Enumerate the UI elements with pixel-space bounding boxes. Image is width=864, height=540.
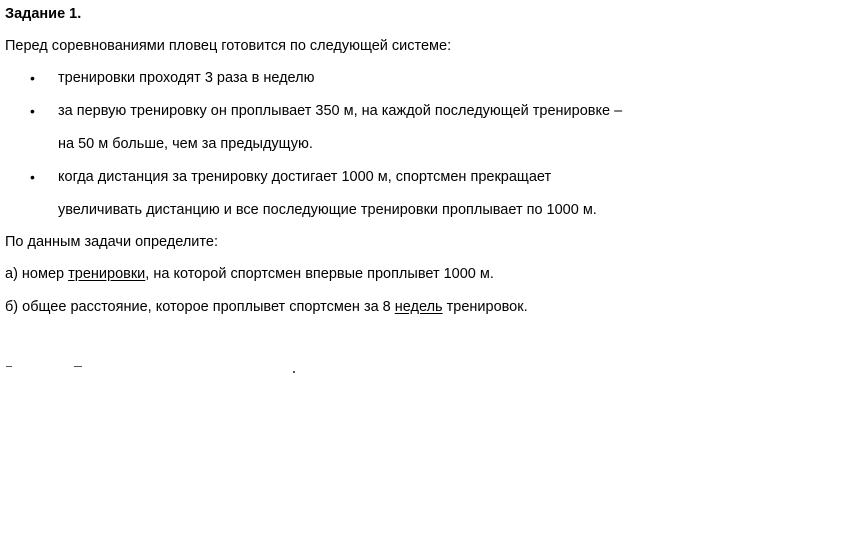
part-a-underlined-word: тренировки bbox=[68, 266, 146, 282]
list-item-2-line-2: на 50 м больше, чем за предыдущую. bbox=[58, 136, 313, 152]
bullet-icon bbox=[30, 168, 40, 186]
task-title: Задание 1. bbox=[5, 6, 82, 22]
question-part-b bbox=[5, 298, 528, 316]
list-item-1-line-1: тренировки проходят 3 раза в неделю bbox=[58, 70, 315, 86]
cropped-text-remnant bbox=[6, 366, 12, 367]
cropped-text-remnant bbox=[293, 371, 295, 373]
part-b-text-after: тренировок. bbox=[442, 299, 528, 315]
bullet-icon bbox=[30, 69, 40, 87]
part-b-text-before: б) общее расстояние, которое проплывет спортсмен за 8 bbox=[5, 299, 395, 315]
task-intro: Перед соревнованиями пловец готовится по следующей системе: bbox=[5, 38, 452, 54]
part-b-underlined-word: недель bbox=[394, 299, 443, 315]
part-a-text-before: а) номер bbox=[5, 266, 69, 282]
list-item-2-line-1: за первую тренировку он проплывает 350 м, на каждой последующей тренировке – bbox=[58, 103, 623, 119]
part-a-text-after: , на которой спортсмен впервые проплывет 1000 м. bbox=[145, 266, 494, 282]
list-item-3-line-1: когда дистанция за тренировку достигает 1000 м, спортсмен прекращает bbox=[58, 169, 552, 185]
cropped-text-remnant bbox=[74, 366, 82, 367]
question-part-a bbox=[5, 265, 494, 283]
question-intro: По данным задачи определите: bbox=[5, 234, 218, 250]
list-item-3-line-2: увеличивать дистанцию и все последующие тренировки проплывает по 1000 м. bbox=[58, 202, 597, 218]
bullet-icon bbox=[30, 102, 40, 120]
